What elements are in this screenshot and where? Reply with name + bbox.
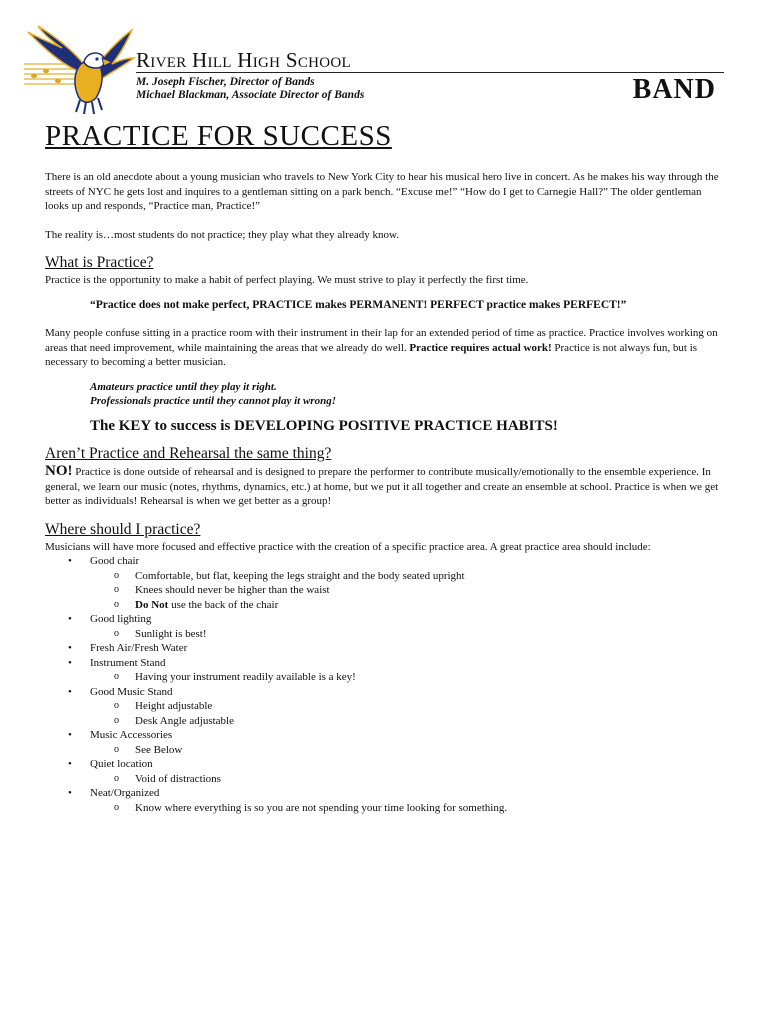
list-item	[45, 757, 721, 786]
sub-list-item: o See Below	[90, 743, 721, 758]
key-to-success: The KEY to success is DEVELOPING POSITIVE PRACTICE HABITS!	[90, 417, 558, 434]
list-item-label: Good lighting	[90, 613, 152, 625]
list-item	[45, 656, 721, 685]
practice-body-paragraph	[45, 326, 721, 370]
sub-list-item: o Desk Angle adjustable	[90, 714, 721, 729]
practice-area-list	[45, 554, 721, 815]
no-answer: NO!	[45, 463, 73, 479]
sub-list-item-text: use the back of the chair	[168, 598, 279, 611]
sub-list	[90, 670, 721, 685]
practice-body-end: Practice is not always fun, but is necessary to becoming a better musician.	[45, 341, 698, 368]
list-item-label: Good Music Stand	[90, 685, 173, 698]
sub-list	[90, 699, 721, 728]
where-intro: Musicians will have more focused and effective practice with the creation of a specific practice area. A great practice area should include:	[45, 540, 651, 553]
rehearsal-body: Practice is done outside of rehearsal and is designed to prepare the performer to contribute musically/emotionally to the ensemble experience. In general, we learn our music (notes, rhythms, dynamics, etc.) at home, but we put it all together and create an ensemble at school. Practice is when we get better as individuals! Rehearsal is when we get better as a group!	[45, 466, 719, 507]
professionals-line: Professionals practice until they cannot play it wrong!	[90, 395, 336, 407]
list-item	[45, 554, 721, 612]
list-item	[45, 612, 721, 641]
sub-list-item	[90, 598, 721, 613]
anecdote-paragraph: There is an old anecdote about a young musician who travels to New York City to hear his musical hero live in concert. As he makes his way through the streets of NYC he gets lost and inquires to a gentleman sitting on a park bench. “Excuse me!” “How do I get to Carnegie Hall?” The older gentleman looks up and responds, “Practice man, Practice!”	[45, 171, 719, 212]
list-item	[45, 641, 721, 656]
associate-director-name: Michael Blackman, Associate Director of Bands	[136, 89, 365, 101]
practice-quote: “Practice does not make perfect, PRACTICE makes PERMANENT! PERFECT practice makes PERFECT!”	[90, 298, 627, 311]
sub-list-item: o Know where everything is so you are not spending your time looking for something.	[90, 801, 721, 816]
practice-body-text: Many people confuse sitting in a practice room with their instrument in their lap for an extended period of time as practice. Practice involves working on areas that need improvement, while maintaining the areas that we already do well.	[45, 327, 718, 354]
eagle-logo	[20, 24, 136, 116]
sub-list-item: o Having your instrument readily available is a key!	[90, 670, 721, 685]
sub-list-item: o Comfortable, but flat, keeping the legs straight and the body seated upright	[90, 569, 721, 584]
sub-list	[90, 801, 721, 816]
amateur-professional-lines	[90, 380, 721, 409]
list-item	[45, 685, 721, 729]
sub-list-item: o Height adjustable	[90, 699, 721, 714]
sub-list-item: o Void of distractions	[90, 772, 721, 787]
do-not-emphasis: Do Not	[135, 598, 169, 611]
list-item-label: Music Accessories	[90, 729, 173, 741]
where-heading: Where should I practice?	[45, 520, 201, 538]
sub-list	[90, 627, 721, 642]
school-name: River Hill High School	[136, 48, 352, 72]
reality-paragraph: The reality is…most students do not practice; they play what they already know.	[45, 228, 399, 241]
list-item	[45, 728, 721, 757]
staff-list	[136, 76, 364, 102]
what-is-practice-heading: What is Practice?	[45, 254, 154, 271]
director-name: M. Joseph Fischer, Director of Bands	[136, 76, 315, 88]
amateurs-line: Amateurs practice until they play it right.	[90, 380, 277, 393]
sub-list-item: o Knees should never be higher than the waist	[90, 583, 721, 598]
sub-list	[90, 569, 721, 613]
list-item-label: Fresh Air/Fresh Water	[90, 642, 188, 654]
list-item-label: Quiet location	[90, 758, 153, 770]
list-item-label: Neat/Organized	[90, 787, 160, 799]
practice-definition: Practice is the opportunity to make a habit of perfect playing. We must strive to play it perfectly the first time.	[45, 274, 529, 286]
sub-list-item: o Sunlight is best!	[90, 627, 721, 642]
department-label: BAND	[632, 74, 716, 105]
list-item	[45, 786, 721, 815]
rehearsal-heading: Aren’t Practice and Rehearsal the same thing?	[45, 445, 332, 462]
practice-body-emphasis: Practice requires actual work!	[409, 341, 552, 354]
rehearsal-paragraph	[45, 464, 721, 509]
list-item-label: Instrument Stand	[90, 656, 166, 669]
page-title: PRACTICE FOR SUCCESS	[45, 120, 392, 152]
document-body	[45, 170, 721, 815]
list-item-label: Good chair	[90, 555, 140, 567]
header-divider	[136, 72, 724, 73]
sub-list	[90, 772, 721, 787]
sub-list	[90, 743, 721, 758]
